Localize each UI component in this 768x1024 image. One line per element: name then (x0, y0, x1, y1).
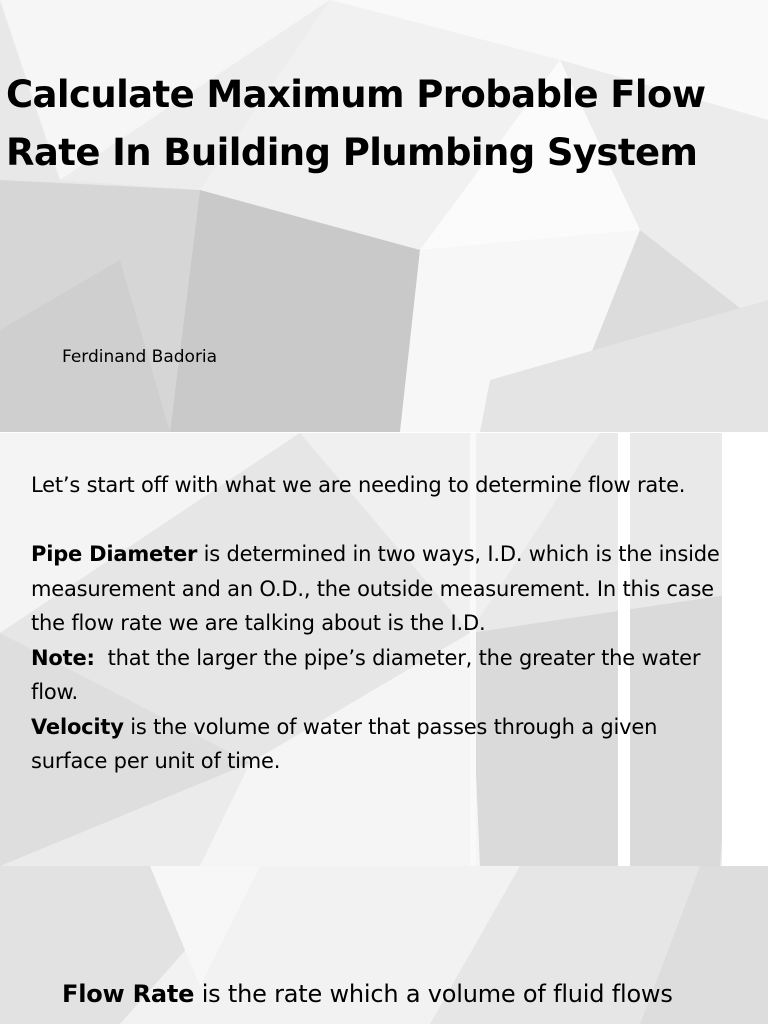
author-name: Ferdinand Badoria (62, 347, 218, 367)
intro-text: Let’s start off with what we are needing to determine flow rate. (31, 473, 686, 497)
note-text: that the larger the pipe’s diameter, the greater the water flow. (31, 645, 707, 704)
flow-rate-definition: is the rate which a volume of fluid flows (194, 980, 673, 1008)
pipe-diameter-paragraph (31, 537, 721, 641)
title-slide (0, 0, 768, 432)
velocity-paragraph (31, 710, 721, 779)
pipe-diameter-term: Pipe Diameter (31, 542, 198, 566)
velocity-definition: is the volume of water that passes through a given surface per unit of time. (31, 714, 658, 773)
paragraph-gap (31, 503, 721, 538)
note-paragraph (31, 641, 721, 710)
definitions-slide (0, 433, 768, 866)
velocity-term: Velocity (31, 714, 124, 739)
slide-title: Calculate Maximum Probable Flow Rate In Building Plumbing System (6, 73, 706, 174)
flow-rate-term: Flow Rate (62, 980, 195, 1008)
flow-rate-slide (0, 866, 768, 1024)
flow-rate-paragraph (62, 975, 752, 1013)
pipe-diameter-definition: is determined in two ways, I.D. which is the inside measurement and an O.D., the outside measurement. In this case the flow rate we are talking about is the I.D. (31, 542, 720, 635)
slide-body (62, 975, 752, 1013)
slide-body (31, 468, 721, 779)
note-term: Note: (31, 645, 95, 670)
